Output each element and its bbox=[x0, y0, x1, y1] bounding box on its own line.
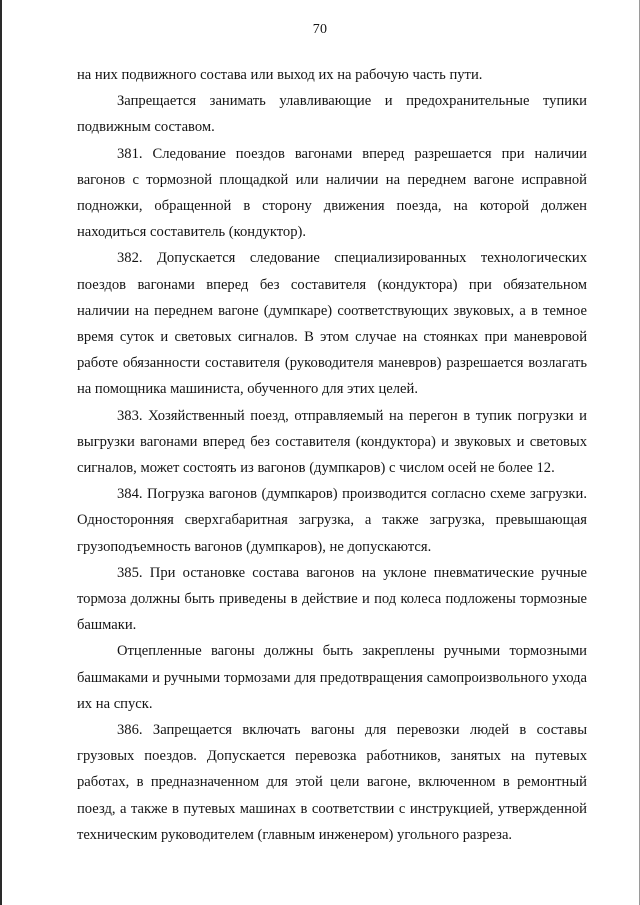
document-body bbox=[77, 62, 587, 848]
paragraph-381: 381. Следование поездов вагонами вперед разрешается при наличии вагонов с тормозной площадкой или наличии на переднем вагоне исправной подножки, обращенной в сторону движения поезда, на которой должен находиться составитель (кондуктор). bbox=[77, 145, 587, 241]
paragraph-385: 385. При остановке состава вагонов на уклоне пневматические ручные тормоза должны быть приведены в действие и под колеса подложены тормозные башмаки. bbox=[77, 564, 587, 634]
page-number: 70 bbox=[312, 22, 328, 37]
paragraph-dead-end-tracks: Запрещается занимать улавливающие и предохранительные тупики подвижным составом. bbox=[77, 93, 587, 136]
paragraph-382: 382. Допускается следование специализированных технологических поездов вагонами вперед без составителя (кондуктора) при обязательном наличии на переднем вагоне (думпкаре) соответствующих звуковых, а в темное время суток и световых сигналов. В этом случае на стоянках при маневровой работе обязанности составителя (руководителя маневров) разрешается возлагать на помощника машиниста, обученного для этих целей. bbox=[77, 250, 587, 398]
paragraph-384: 384. Погрузка вагонов (думпкаров) производится согласно схеме загрузки. Односторонняя сверхгабаритная загрузка, а также загрузка, превышающая грузоподъемность вагонов (думпкаров), не допускаются. bbox=[77, 486, 587, 555]
paragraph-continuation: на них подвижного состава или выход их на рабочую часть пути. bbox=[77, 67, 483, 83]
paragraph-386: 386. Запрещается включать вагоны для перевозки людей в составы грузовых поездов. Допускается перевозка работников, занятых на путевых работах, в предназначенном для этой цели вагоне, включенном в ремонтный поезд, а также в путевых машинах в соответствии с инструкцией, утвержденной техническим руководителем (главным инженером) угольного разреза. bbox=[77, 722, 587, 843]
paragraph-383: 383. Хозяйственный поезд, отправляемый на перегон в тупик погрузки и выгрузки вагонами вперед без составителя (кондуктора) и звуковых и световых сигналов, может состоять из вагонов (думпкаров) с числом осей не более 12. bbox=[77, 407, 587, 477]
paragraph-uncoupled-wagons: Отцепленные вагоны должны быть закреплены ручными тормозными башмаками и ручными тормозами для предотвращения самопроизвольного ухода их на спуск. bbox=[77, 643, 587, 712]
scan-left-edge bbox=[0, 0, 2, 905]
